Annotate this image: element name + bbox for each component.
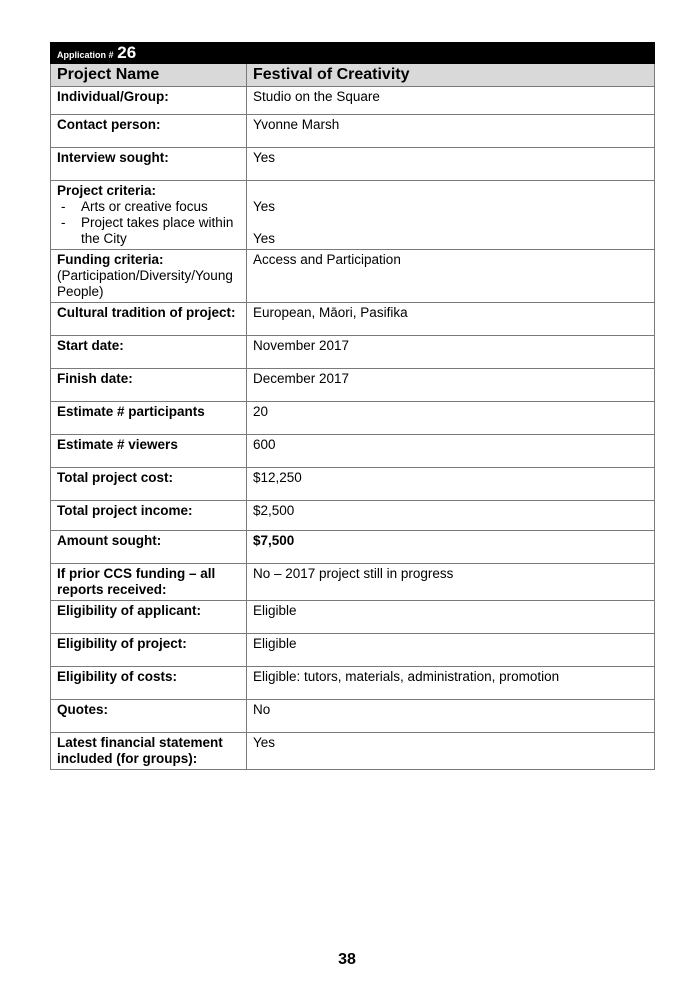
finish-label: Finish date: <box>51 369 247 402</box>
table-row <box>51 336 655 369</box>
total-income-value: $2,500 <box>247 501 655 531</box>
header-blank-cell <box>247 43 655 64</box>
start-value: November 2017 <box>247 336 655 369</box>
table-row <box>51 115 655 148</box>
elig-costs-label: Eligibility of costs: <box>51 667 247 700</box>
elig-applicant-label: Eligibility of applicant: <box>51 601 247 634</box>
total-cost-value: $12,250 <box>247 468 655 501</box>
elig-applicant-value: Eligible <box>247 601 655 634</box>
quotes-value: No <box>247 700 655 733</box>
project-criteria-cell <box>51 181 247 250</box>
application-header-row <box>51 43 655 64</box>
criteria-value: Yes <box>253 231 276 246</box>
table-row <box>51 531 655 564</box>
table-row <box>51 435 655 468</box>
application-number-cell <box>51 43 247 64</box>
table-row <box>51 303 655 336</box>
individual-value: Studio on the Square <box>247 87 655 115</box>
financial-value: Yes <box>247 733 655 770</box>
elig-project-value: Eligible <box>247 634 655 667</box>
table-row <box>51 148 655 181</box>
start-label: Start date: <box>51 336 247 369</box>
viewers-label: Estimate # viewers <box>51 435 247 468</box>
elig-project-label: Eligibility of project: <box>51 634 247 667</box>
table-row <box>51 402 655 435</box>
funding-criteria-sublabel: (Participation/Diversity/Young People) <box>57 268 233 299</box>
project-criteria-label: Project criteria: <box>57 183 157 198</box>
individual-label: Individual/Group: <box>51 87 247 115</box>
funding-criteria-label: Funding criteria: <box>57 252 164 267</box>
application-number: 26 <box>117 43 137 62</box>
viewers-value: 600 <box>247 435 655 468</box>
prior-funding-value: No – 2017 project still in progress <box>247 564 655 601</box>
table-row <box>51 601 655 634</box>
project-criteria-list <box>57 199 240 247</box>
interview-label: Interview sought: <box>51 148 247 181</box>
cultural-label: Cultural tradition of project: <box>51 303 247 336</box>
amount-label: Amount sought: <box>51 531 247 564</box>
quotes-label: Quotes: <box>51 700 247 733</box>
table-row <box>51 564 655 601</box>
table-row <box>51 501 655 531</box>
contact-value: Yvonne Marsh <box>247 115 655 148</box>
table-row <box>51 87 655 115</box>
total-cost-label: Total project cost: <box>51 468 247 501</box>
participants-value: 20 <box>247 402 655 435</box>
table-row <box>51 733 655 770</box>
amount-value: $7,500 <box>247 531 655 564</box>
prior-funding-label: If prior CCS funding – all reports received: <box>51 564 247 601</box>
financial-label: Latest financial statement included (for groups): <box>51 733 247 770</box>
funding-criteria-value: Access and Participation <box>247 250 655 303</box>
participants-label: Estimate # participants <box>51 402 247 435</box>
cultural-value: European, Māori, Pasifika <box>247 303 655 336</box>
project-name-label: Project Name <box>51 64 247 87</box>
table-row <box>51 634 655 667</box>
table-row <box>51 181 655 250</box>
list-item: - Project takes place within the City <box>57 215 240 247</box>
table-row <box>51 468 655 501</box>
list-item: - Arts or creative focus <box>57 199 240 215</box>
page-number: 38 <box>338 951 356 968</box>
total-income-label: Total project income: <box>51 501 247 531</box>
application-label: Application # <box>57 50 114 60</box>
contact-label: Contact person: <box>51 115 247 148</box>
criteria-value: Yes <box>253 199 276 214</box>
funding-criteria-cell <box>51 250 247 303</box>
project-criteria-values <box>247 181 655 250</box>
table-row <box>51 667 655 700</box>
elig-costs-value: Eligible: tutors, materials, administration, promotion <box>247 667 655 700</box>
table-row <box>51 250 655 303</box>
interview-value: Yes <box>247 148 655 181</box>
table-row <box>51 700 655 733</box>
finish-value: December 2017 <box>247 369 655 402</box>
project-name-value: Festival of Creativity <box>247 64 655 87</box>
application-table <box>50 42 655 770</box>
project-name-row <box>51 64 655 87</box>
table-row <box>51 369 655 402</box>
